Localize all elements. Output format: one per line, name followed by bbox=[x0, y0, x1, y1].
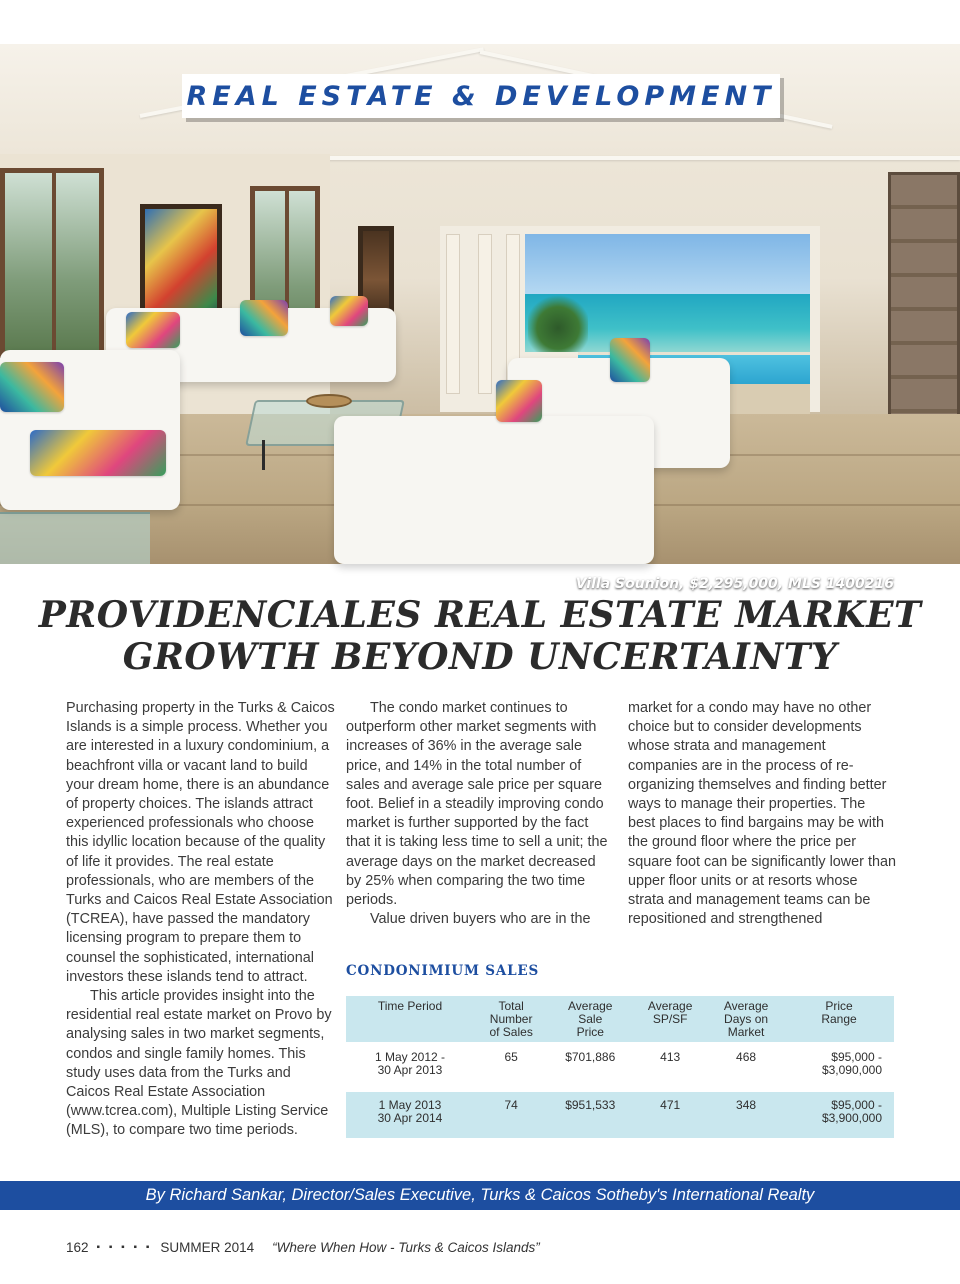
column bbox=[446, 234, 460, 394]
armchair-front bbox=[334, 416, 654, 564]
headline-line-1: PROVIDENCIALES REAL ESTATE MARKET bbox=[38, 594, 922, 636]
paragraph: market for a condo may have no other choice but to consider developments whose strata and management companies are in the process of re-organizing themselves and finding better ways to manage their properties. The best places to find bargains may be with the ground floor where the price per square foot can be significantly lower than upper floor units or at resorts whose strata and management teams can be repositioned and strengthened bbox=[628, 700, 896, 928]
byline-bar bbox=[0, 1181, 960, 1210]
page-footer bbox=[66, 1240, 540, 1255]
page-number: 162 bbox=[66, 1240, 89, 1255]
cell-sp-sf: 413 bbox=[660, 1050, 681, 1064]
cell-days: 348 bbox=[736, 1098, 757, 1112]
byline-text: By Richard Sankar, Director/Sales Executive, Turks & Caicos Sotheby's International Realty bbox=[145, 1186, 815, 1204]
paragraph: This article provides insight into the residential real estate market on Provo by analysing sales in two market segments, condos and single family homes. This study uses data from the Turks and Caicos Real Estate Association (www.tcrea.com), Multiple Listing Service (MLS), to compare two time periods. bbox=[66, 988, 332, 1139]
paragraph: Value driven buyers who are in the bbox=[370, 911, 591, 928]
window-left bbox=[0, 168, 104, 358]
cell-days: 468 bbox=[736, 1050, 757, 1064]
headline-line-2: GROWTH BEYOND UNCERTAINTY bbox=[122, 636, 838, 678]
paragraph: Purchasing property in the Turks & Caicos Islands is a simple process. Whether you are interested in a luxury condominium, a beachfront villa or vacant land to build your dream home, there is an abundance of property choices. The islands attract experienced professionals who choose this idyllic location because of the quality of life it provides. The real estate professionals, who are members of the Turks and Caicos Real Estate Association (TCREA), have passed the mandatory licensing program to prepare them to counsel the sophisticated, international investors these islands tend to attract. bbox=[66, 700, 335, 985]
cell-period: 1 May 2013 30 Apr 2014 bbox=[377, 1098, 443, 1125]
cell-total: 65 bbox=[504, 1050, 518, 1064]
cell-avg-price: $701,886 bbox=[565, 1050, 616, 1064]
pillow bbox=[30, 430, 166, 476]
condo-sales-table bbox=[346, 996, 894, 1138]
table-title: CONDONIMIUM SALES bbox=[346, 963, 539, 979]
cell-price-range: $95,000 - $3,900,000 bbox=[821, 1098, 882, 1125]
sky bbox=[525, 234, 810, 296]
pillow bbox=[126, 312, 180, 348]
article-headline bbox=[20, 594, 940, 678]
header-days-on-market: Average Days on Market bbox=[723, 999, 769, 1039]
hero-photo bbox=[0, 44, 960, 592]
paragraph: The condo market continues to outperform other market segments with increases of 36% in the average sale price, and 14% in the total number of sales and average sale price per square foot. Belief in a steadily improving condo market is further supported by the fact that it is taking less time to sell a unit; the average days on the market decreased by 25% when comparing the two time periods. bbox=[346, 700, 608, 909]
header-price-range: Price Range bbox=[821, 999, 857, 1026]
pillow bbox=[0, 362, 64, 412]
column bbox=[478, 234, 492, 394]
pillow bbox=[330, 296, 368, 326]
photo-caption: Villa Sounion, $2,295,000, MLS 1400216 bbox=[575, 576, 894, 592]
table-leg bbox=[262, 440, 265, 470]
magazine-name: “Where When How - Turks & Caicos Islands” bbox=[272, 1240, 540, 1255]
header-average-sp-sf: Average SP/SF bbox=[647, 999, 693, 1026]
header-total-sales: Total Number of Sales bbox=[489, 999, 533, 1039]
cell-avg-price: $951,533 bbox=[565, 1098, 616, 1112]
cell-price-range: $95,000 - $3,090,000 bbox=[821, 1050, 882, 1077]
cell-sp-sf: 471 bbox=[660, 1098, 681, 1112]
wooden-bowl bbox=[306, 394, 352, 408]
cell-period: 1 May 2012 - 30 Apr 2013 bbox=[374, 1050, 446, 1077]
glass-side-table bbox=[0, 512, 150, 564]
table-header-row bbox=[346, 996, 894, 1042]
palm-plants bbox=[528, 292, 588, 352]
text-column-2 bbox=[346, 699, 614, 929]
issue-label: SUMMER 2014 bbox=[160, 1240, 255, 1255]
text-column-3 bbox=[628, 699, 896, 929]
pillow bbox=[610, 338, 650, 382]
pillow bbox=[240, 300, 288, 336]
pillow bbox=[496, 380, 542, 422]
separator-dots: ▪ ▪ ▪ ▪ ▪ bbox=[96, 1242, 153, 1253]
text-column-1 bbox=[66, 699, 338, 1141]
section-banner bbox=[182, 74, 780, 118]
section-title: REAL ESTATE & DEVELOPMENT bbox=[186, 80, 776, 112]
cell-total: 74 bbox=[504, 1098, 518, 1112]
header-average-sale-price: Average Sale Price bbox=[568, 999, 613, 1039]
table-row bbox=[346, 1042, 894, 1092]
table-row bbox=[346, 1092, 894, 1138]
header-time-period: Time Period bbox=[377, 999, 443, 1013]
